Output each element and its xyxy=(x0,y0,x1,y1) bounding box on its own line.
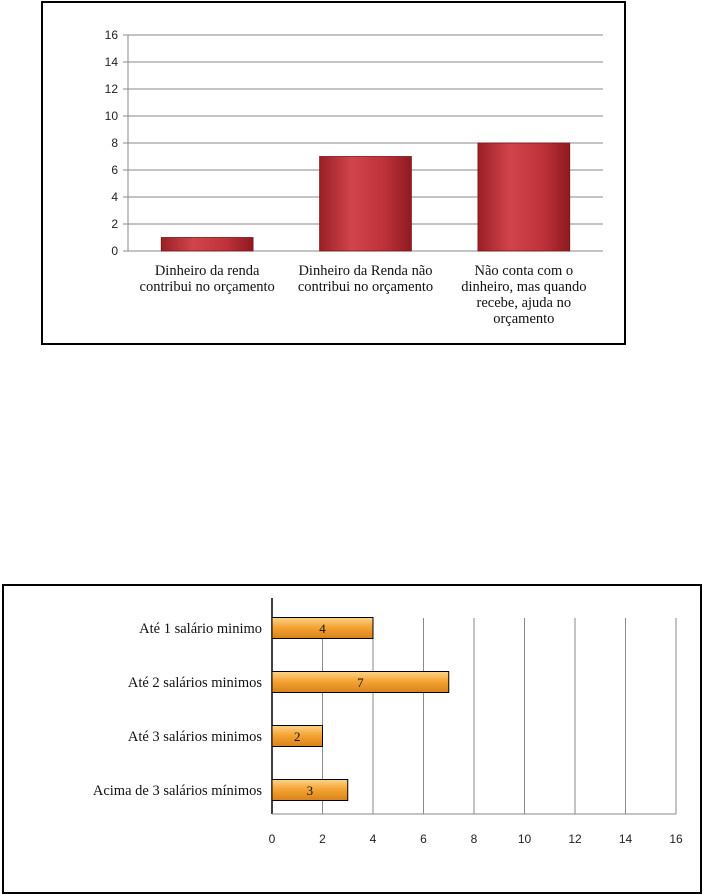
x-category-label-line: dinheiro, mas quando xyxy=(461,279,587,295)
bar-data-label: 3 xyxy=(306,783,314,798)
bar xyxy=(478,143,570,251)
x-tick-label: 6 xyxy=(420,832,427,846)
x-category-label-line: contribui no orçamento xyxy=(139,279,275,295)
x-category-label xyxy=(298,263,433,295)
x-category-label-line: contribui no orçamento xyxy=(297,279,434,295)
y-category-label: Até 2 salários minimos xyxy=(127,675,262,691)
y-tick-label: 16 xyxy=(104,28,118,42)
horizontal-bar-chart xyxy=(2,584,702,894)
y-category-label: Até 3 salários minimos xyxy=(127,729,262,745)
x-tick-label: 8 xyxy=(470,832,478,846)
y-tick-label: 12 xyxy=(104,82,118,96)
x-tick-label: 0 xyxy=(268,832,276,846)
vertical-bar-chart-canvas xyxy=(43,3,628,347)
horizontal-bar-chart-canvas xyxy=(4,586,703,896)
x-category-label xyxy=(461,263,586,327)
bar-data-label: 2 xyxy=(294,729,301,744)
y-tick-label: 10 xyxy=(104,109,118,123)
x-tick-label: 4 xyxy=(369,832,377,846)
y-tick-label: 2 xyxy=(111,217,118,231)
bar-data-label: 4 xyxy=(319,621,326,636)
x-tick-label: 14 xyxy=(618,832,633,846)
x-category-label xyxy=(140,263,275,295)
y-tick-label: 4 xyxy=(111,190,118,204)
y-tick-label: 6 xyxy=(111,163,118,177)
y-tick-label: 0 xyxy=(111,244,118,258)
x-tick-label: 2 xyxy=(319,832,326,846)
y-tick-label: 14 xyxy=(104,55,118,69)
x-category-label-line: Não conta com o xyxy=(474,263,574,279)
bar-data-label: 7 xyxy=(357,675,364,690)
y-category-label: Até 1 salário minimo xyxy=(139,621,262,637)
x-tick-label: 12 xyxy=(568,832,582,846)
y-tick-label: 8 xyxy=(111,136,118,150)
bar xyxy=(320,157,412,252)
x-category-label-line: orçamento xyxy=(493,311,555,327)
y-category-label: Acima de 3 salários mínimos xyxy=(92,783,262,799)
x-category-label-line: Dinheiro da renda xyxy=(154,263,260,279)
x-tick-label: 10 xyxy=(517,832,532,846)
x-category-label-line: Dinheiro da Renda não xyxy=(298,263,433,279)
x-tick-label: 16 xyxy=(669,832,683,846)
vertical-bar-chart xyxy=(41,1,626,345)
x-category-label-line: recebe, ajuda no xyxy=(476,295,572,311)
bar xyxy=(161,238,253,252)
